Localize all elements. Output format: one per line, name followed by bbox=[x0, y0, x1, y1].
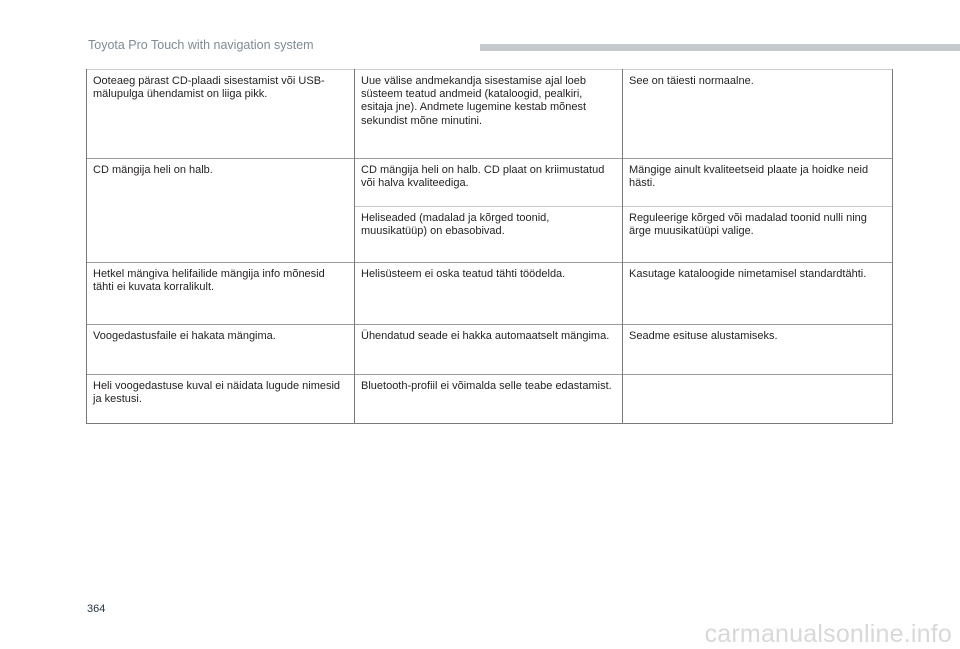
cause-cell: CD mängija heli on halb. CD plaat on kriimustatud või halva kvaliteediga. bbox=[355, 159, 623, 207]
question-cell: Ooteaeg pärast CD-plaadi sisestamist või USB-mälupulga ühendamist on liiga pikk. bbox=[87, 70, 355, 159]
question-cell: CD mängija heli on halb. bbox=[87, 159, 355, 263]
solution-cell: Kasutage kataloogide nimetamisel standardtähti. bbox=[623, 263, 893, 325]
header-bar bbox=[480, 44, 960, 51]
page-number: 364 bbox=[87, 603, 106, 615]
solution-cell: Mängige ainult kvaliteetseid plaate ja hoidke neid hästi. bbox=[623, 159, 893, 207]
cause-cell: Helisüsteem ei oska teatud tähti töödelda. bbox=[355, 263, 623, 325]
cause-cell: Ühendatud seade ei hakka automaatselt mängima. bbox=[355, 325, 623, 375]
question-cell: Heli voogedastuse kuval ei näidata lugude nimesid ja kestusi. bbox=[87, 375, 355, 424]
cause-cell: Heliseaded (madalad ja kõrged toonid, muusikatüüp) on ebasobivad. bbox=[355, 207, 623, 263]
table-row bbox=[87, 263, 893, 325]
question-cell: Voogedastusfaile ei hakata mängima. bbox=[87, 325, 355, 375]
solution-cell bbox=[623, 375, 893, 424]
table-row bbox=[87, 325, 893, 375]
solution-cell: See on täiesti normaalne. bbox=[623, 70, 893, 159]
table-row bbox=[87, 70, 893, 159]
cause-cell: Bluetooth-profiil ei võimalda selle teabe edastamist. bbox=[355, 375, 623, 424]
question-cell: Hetkel mängiva helifailide mängija info mõnesid tähti ei kuvata korralikult. bbox=[87, 263, 355, 325]
table-row bbox=[87, 159, 893, 207]
table-row bbox=[87, 375, 893, 424]
cause-cell: Uue välise andmekandja sisestamise ajal loeb süsteem teatud andmeid (kataloogid, pealkiri, esitaja jne). Andmete lugemine kestab mõnest sekundist mõne minutini. bbox=[355, 70, 623, 159]
solution-cell: Reguleerige kõrged või madalad toonid nulli ning ärge muusikatüüpi valige. bbox=[623, 207, 893, 263]
header-title: Toyota Pro Touch with navigation system bbox=[88, 38, 314, 52]
troubleshooting-table bbox=[86, 69, 893, 424]
solution-cell: Seadme esituse alustamiseks. bbox=[623, 325, 893, 375]
watermark: carmanualsonline.info bbox=[704, 620, 952, 648]
